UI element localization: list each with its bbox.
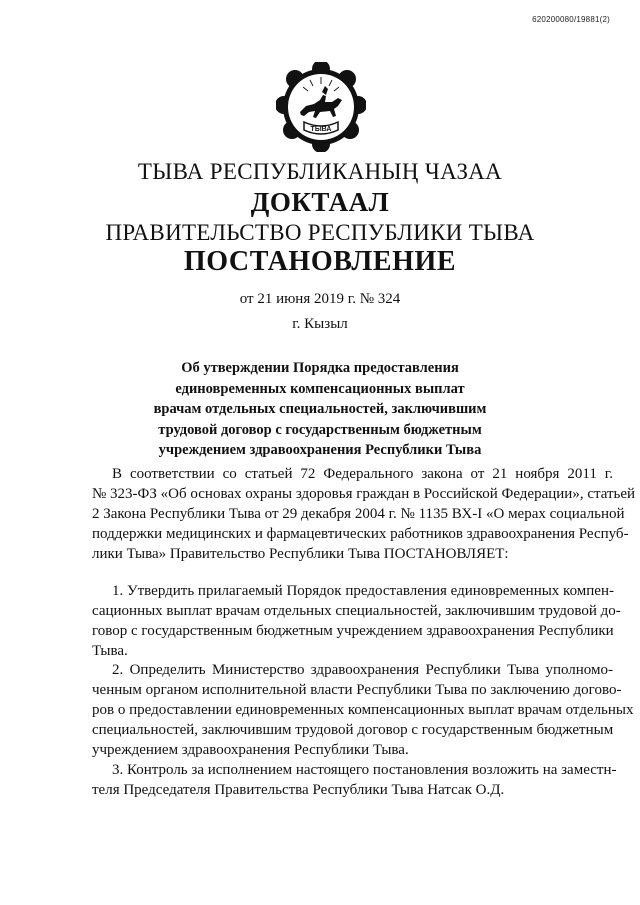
subject-line: врачам отдельных специальностей, заключившим bbox=[153, 401, 487, 417]
decree-item-3 bbox=[92, 760, 617, 800]
item-line: 2. Определить Министерство здравоохранения Республики Тыва уполномо- bbox=[112, 662, 613, 678]
doc-type-tuvan: ДОКТААЛ bbox=[250, 187, 390, 217]
subject-line: Об утверждении Порядка предоставления bbox=[181, 360, 459, 376]
subject-line: трудовой договор с государственным бюджетным bbox=[158, 421, 482, 438]
preamble-paragraph bbox=[92, 464, 636, 564]
decree-city: г. Кызыл bbox=[292, 316, 348, 332]
preamble-line: поддержки медицинских и фармацевтических работников здравоохранения Респуб- bbox=[92, 526, 629, 542]
doc-type-russian: ПОСТАНОВЛЕНИЕ bbox=[183, 246, 457, 277]
decree-subject bbox=[0, 358, 640, 461]
item-line: учреждением здравоохранения Республики Тыва. bbox=[92, 742, 409, 758]
item-line: 3. Контроль за исполнением настоящего постановления возложить на заместн- bbox=[112, 762, 617, 778]
item-line: специальностей, заключившим трудовой договор с государственным бюджетным bbox=[92, 722, 614, 738]
item-line: ченным органом исполнительной власти Республики Тыва по заключению догово- bbox=[92, 682, 622, 698]
preamble-line: лики Тыва» Правительство Республики Тыва ПОСТАНОВЛЯЕТ: bbox=[92, 546, 509, 562]
subject-line: единовременных компенсационных выплат bbox=[175, 380, 465, 397]
item-line: Тыва. bbox=[92, 643, 128, 659]
item-line: говор с государственным бюджетным учреждением здравоохранения Республики bbox=[92, 623, 614, 639]
government-title-tuvan: ТЫВА РЕСПУБЛИКАНЫҢ ЧАЗАА bbox=[137, 159, 503, 184]
emblem-ribbon-text: ТЫВА bbox=[310, 126, 332, 133]
item-line: теля Председателя Правительства Республики Тыва Натсак О.Д. bbox=[92, 782, 505, 798]
preamble-line: № 323-ФЗ «Об основах охраны здоровья граждан в Российской Федерации», статьей bbox=[92, 486, 636, 502]
decree-item-1 bbox=[92, 581, 621, 661]
tuva-coat-of-arms-icon bbox=[276, 62, 366, 152]
item-line: сационных выплат врачам отдельных специальностей, заключившим трудовой до- bbox=[92, 603, 621, 619]
item-line: 1. Утвердить прилагаемый Порядок предоставления единовременных компен- bbox=[112, 583, 614, 599]
preamble-line: В соответствии со статьей 72 Федерального закона от 21 ноября 2011 г. bbox=[112, 466, 613, 482]
government-title-russian: ПРАВИТЕЛЬСТВО РЕСПУБЛИКИ ТЫВА bbox=[105, 220, 535, 245]
decree-date-number: от 21 июня 2019 г. № 324 bbox=[239, 291, 401, 307]
subject-line: учреждением здравоохранения Республики Тыва bbox=[158, 442, 482, 458]
preamble-line: 2 Закона Республики Тыва от 29 декабря 2004 г. № 1135 ВХ-I «О мерах социальной bbox=[92, 506, 625, 522]
decree-item-2 bbox=[92, 660, 634, 760]
item-line: ров о предоставлении единовременных компенсационных выплат врачам отдельных bbox=[92, 702, 634, 718]
document-registration-number: 620200080/19881(2) bbox=[532, 15, 610, 24]
